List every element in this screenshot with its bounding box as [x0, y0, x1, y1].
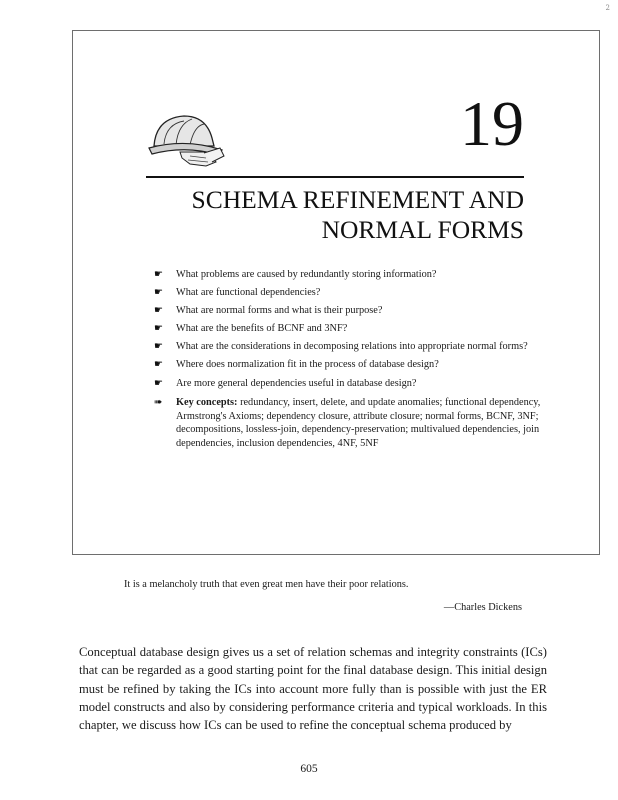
- question-item: [154, 340, 544, 354]
- question-text: Where does normalization fit in the process of database design?: [176, 359, 439, 371]
- chapter-number: 19: [460, 88, 524, 159]
- pointing-hand-icon: ☛: [154, 323, 163, 335]
- question-text: What problems are caused by redundantly storing information?: [176, 269, 437, 280]
- question-item: [154, 268, 544, 282]
- question-item: [154, 377, 544, 391]
- question-text: What are the considerations in decomposing relations into appropriate normal forms?: [176, 341, 528, 353]
- chapter-title-line-2: NORMAL FORMS: [321, 215, 524, 244]
- epigraph-quote: It is a melancholy truth that even great men have their poor relations.: [124, 579, 409, 590]
- key-concepts: [154, 396, 544, 450]
- pointing-hand-icon: ☛: [154, 341, 163, 353]
- title-rule: [146, 176, 524, 178]
- question-item: [154, 358, 544, 372]
- pointing-hand-icon: ☛: [154, 287, 163, 299]
- key-concepts-label: Key concepts:: [176, 397, 238, 409]
- question-text: What are functional dependencies?: [176, 287, 321, 299]
- double-arrow-icon: ➠: [154, 397, 163, 409]
- question-item: [154, 304, 544, 318]
- pointing-hand-icon: ☛: [154, 377, 163, 389]
- question-item: [154, 322, 544, 336]
- chapter-title-line-1: SCHEMA REFINEMENT AND: [191, 185, 524, 214]
- pointing-hand-icon: ☛: [154, 269, 163, 280]
- question-item: [154, 286, 544, 300]
- page-marker: 2: [605, 4, 610, 12]
- pointing-hand-icon: ☛: [154, 359, 163, 371]
- question-text: What are normal forms and what is their purpose?: [176, 305, 383, 317]
- page-number: 605: [300, 763, 318, 775]
- question-text: What are the benefits of BCNF and 3NF?: [176, 323, 348, 335]
- pointing-hand-icon: ☛: [154, 305, 163, 317]
- body-paragraph: Conceptual database design gives us a set of relation schemas and integrity constraints (ICs) that can be regarded as a good starting point for the final database design. This initial design must be refined by taking the ICs into account more fully than is possible with just the ER model constructs and also by considering performance criteria and typical workloads. In this chapter, we discuss how ICs can be used to refine the conceptual schema produced by: [79, 645, 547, 733]
- epigraph-author: —Charles Dickens: [443, 602, 522, 613]
- chapter-title: [146, 185, 524, 245]
- question-text: Are more general dependencies useful in database design?: [176, 377, 417, 389]
- chapter-questions: [154, 268, 544, 455]
- hard-hat-icon: [146, 108, 230, 168]
- key-concepts-text: redundancy, insert, delete, and update anomalies; functional dependency, Armstrong's Axioms; dependency closure, attribute closure; normal forms, BCNF, 3NF; decompositions, lossless-join, dependency-preservation; multivalued dependencies, join dependencies, inclusion dependencies, 4NF, 5NF: [176, 397, 541, 449]
